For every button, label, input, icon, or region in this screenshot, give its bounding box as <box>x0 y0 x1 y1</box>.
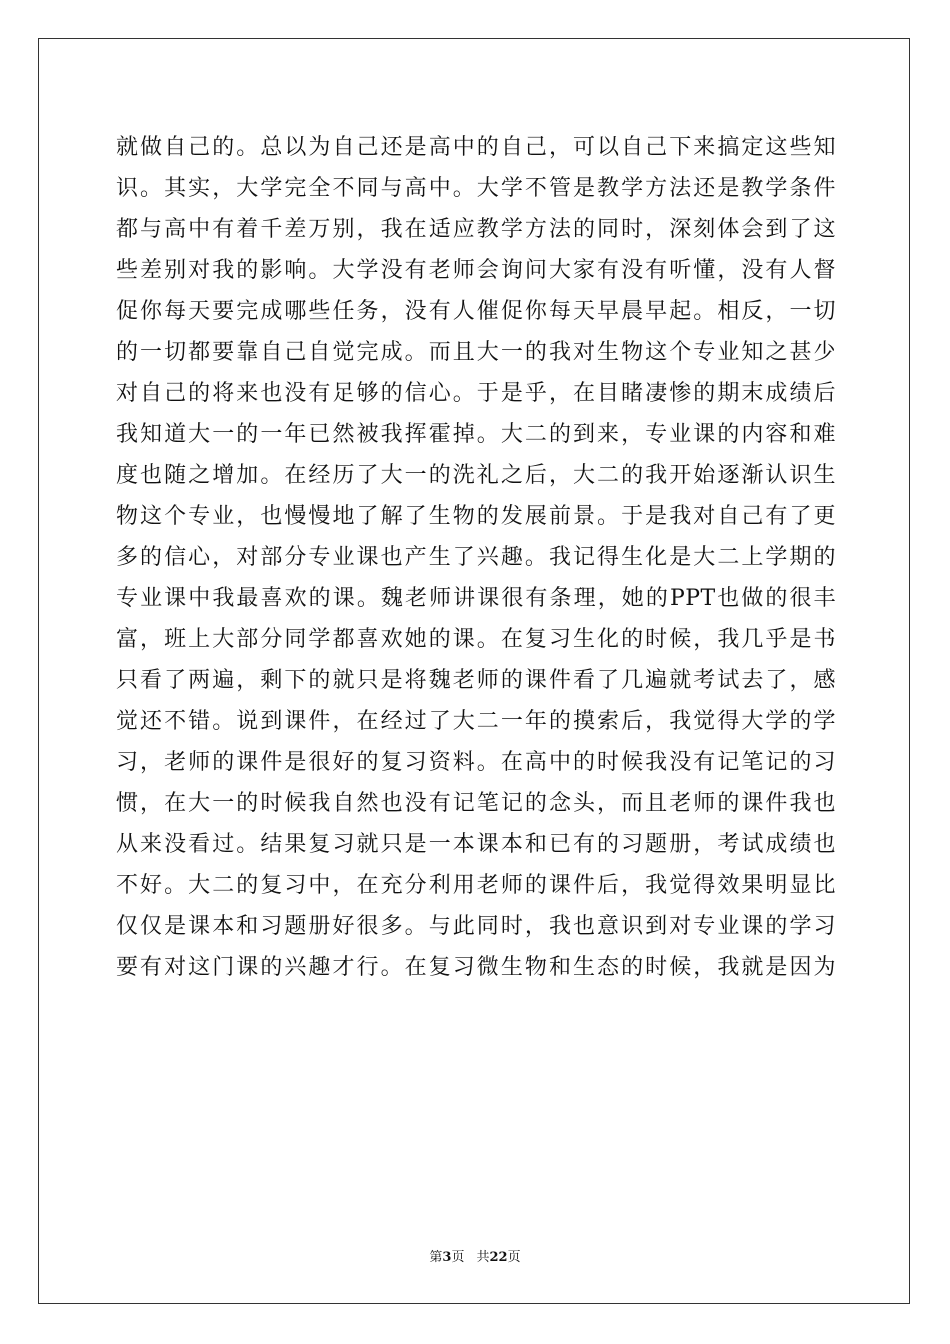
text-line: 专业课中我最喜欢的课。魏老师讲课很有条理，她的PPT也做的很丰 <box>116 586 836 611</box>
text-line: 仅仅是课本和习题册好很多。与此同时，我也意识到对专业课的学习 <box>116 914 836 939</box>
text-line: 物这个专业，也慢慢地了解了生物的发展前景。于是我对自己有了更 <box>116 504 836 529</box>
total-prefix: 共 <box>476 1250 490 1265</box>
total-pages: 22 <box>489 1250 508 1265</box>
text-line: 度也随之增加。在经历了大一的洗礼之后，大二的我开始逐渐认识生 <box>116 463 836 488</box>
text-line: 我知道大一的一年已然被我挥霍掉。大二的到来，专业课的内容和难 <box>116 422 836 447</box>
text-line: 觉还不错。说到课件，在经过了大二一年的摸索后，我觉得大学的学 <box>116 709 836 734</box>
text-line: 对自己的将来也没有足够的信心。于是乎，在目睹凄惨的期末成绩后 <box>116 381 836 406</box>
text-line: 富，班上大部分同学都喜欢她的课。在复习生化的时候，我几乎是书 <box>116 627 836 652</box>
total-suffix: 页 <box>507 1250 521 1265</box>
page-prefix: 第 <box>429 1250 443 1265</box>
text-line: 促你每天要完成哪些任务，没有人催促你每天早晨早起。相反，一切 <box>116 299 836 324</box>
page-footer <box>0 1246 950 1265</box>
text-line: 识。其实，大学完全不同与高中。大学不管是教学方法还是教学条件 <box>116 176 836 201</box>
text-line: 习，老师的课件是很好的复习资料。在高中的时候我没有记笔记的习 <box>116 750 836 775</box>
text-line: 只看了两遍，剩下的就只是将魏老师的课件看了几遍就考试去了，感 <box>116 668 836 693</box>
text-line: 从来没看过。结果复习就只是一本课本和已有的习题册，考试成绩也 <box>116 832 836 857</box>
text-line: 惯，在大一的时候我自然也没有记笔记的念头，而且老师的课件我也 <box>116 791 836 816</box>
text-line: 不好。大二的复习中，在充分利用老师的课件后，我觉得效果明显比 <box>116 873 836 898</box>
text-line: 些差别对我的影响。大学没有老师会询问大家有没有听懂，没有人督 <box>116 258 836 283</box>
text-line: 的一切都要靠自己自觉完成。而且大一的我对生物这个专业知之甚少 <box>116 340 836 365</box>
text-line: 就做自己的。总以为自己还是高中的自己，可以自己下来搞定这些知 <box>116 135 836 160</box>
text-line: 都与高中有着千差万别，我在适应教学方法的同时，深刻体会到了这 <box>116 217 836 242</box>
text-line: 要有对这门课的兴趣才行。在复习微生物和生态的时候，我就是因为 <box>116 955 836 980</box>
page-number: 3 <box>442 1250 452 1265</box>
body-text <box>116 127 836 988</box>
text-line: 多的信心，对部分专业课也产生了兴趣。我记得生化是大二上学期的 <box>116 545 836 570</box>
page-suffix: 页 <box>451 1250 465 1265</box>
